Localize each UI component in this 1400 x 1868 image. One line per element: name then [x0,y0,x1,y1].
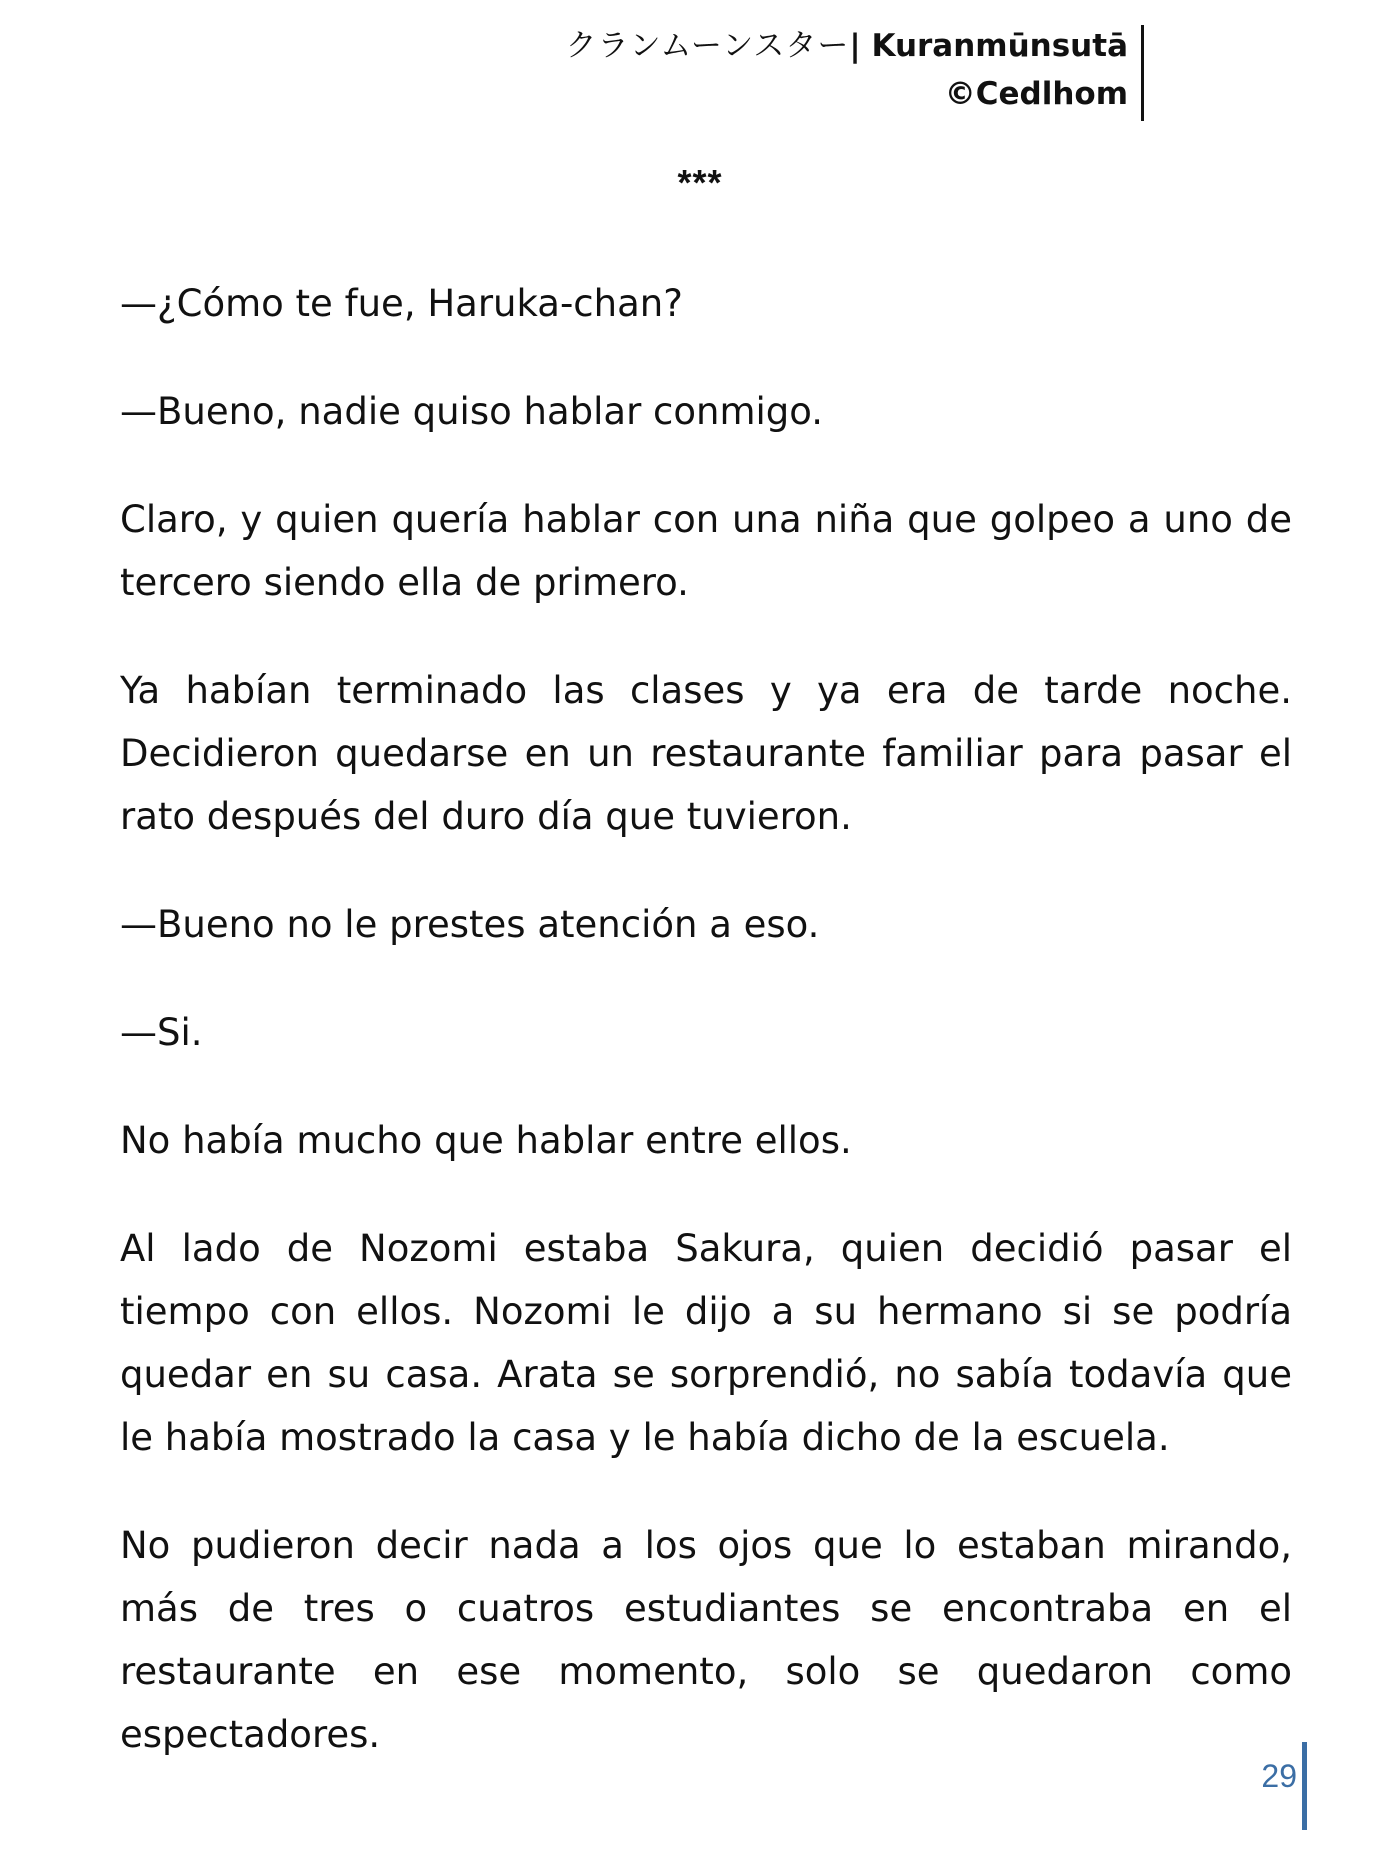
paragraph: No pudieron decir nada a los ojos que lo estaban mirando, más de tres o cuatros estudiantes se encontraba en el restaurante en ese momento, solo se quedaron como espectadores. [120,1524,1292,1756]
scene-separator: *** [677,162,723,203]
copyright-notice: ©Cedlhom [944,76,1128,112]
page-number: 29 [1261,1758,1297,1794]
paragraph: Ya habían terminado las clases y ya era de tarde noche. Decidieron quedarse en un restaurante familiar para pasar el rato después del duro día que tuvieron. [120,669,1292,838]
paragraph: No había mucho que hablar entre ellos. [120,1119,852,1162]
paragraph: Al lado de Nozomi estaba Sakura, quien decidió pasar el tiempo con ellos. Nozomi le dijo a su hermano si se podría quedar en su casa. Arata se sorprendió, no sabía todavía que le había mostrado la casa y le había dicho de la escuela. [120,1227,1292,1459]
paragraph: —Si. [120,1011,203,1054]
running-header [428,22,1138,118]
japanese-title: クランムーンスター [565,28,850,64]
paragraph: —Bueno, nadie quiso hablar conmigo. [120,390,824,433]
body-text [120,272,1292,1811]
paragraph: —Bueno no le prestes atención a eso. [120,903,820,946]
header-title-line [428,22,1128,70]
header-vertical-rule [1141,25,1144,121]
romanized-title: Kuranmūnsutā [871,28,1128,64]
page-number-rule [1302,1742,1307,1830]
paragraph: —¿Cómo te fue, Haruka-chan? [120,282,683,325]
header-divider: | [849,28,861,64]
paragraph: Claro, y quien quería hablar con una niña que golpeo a uno de tercero siendo ella de primero. [120,498,1292,604]
